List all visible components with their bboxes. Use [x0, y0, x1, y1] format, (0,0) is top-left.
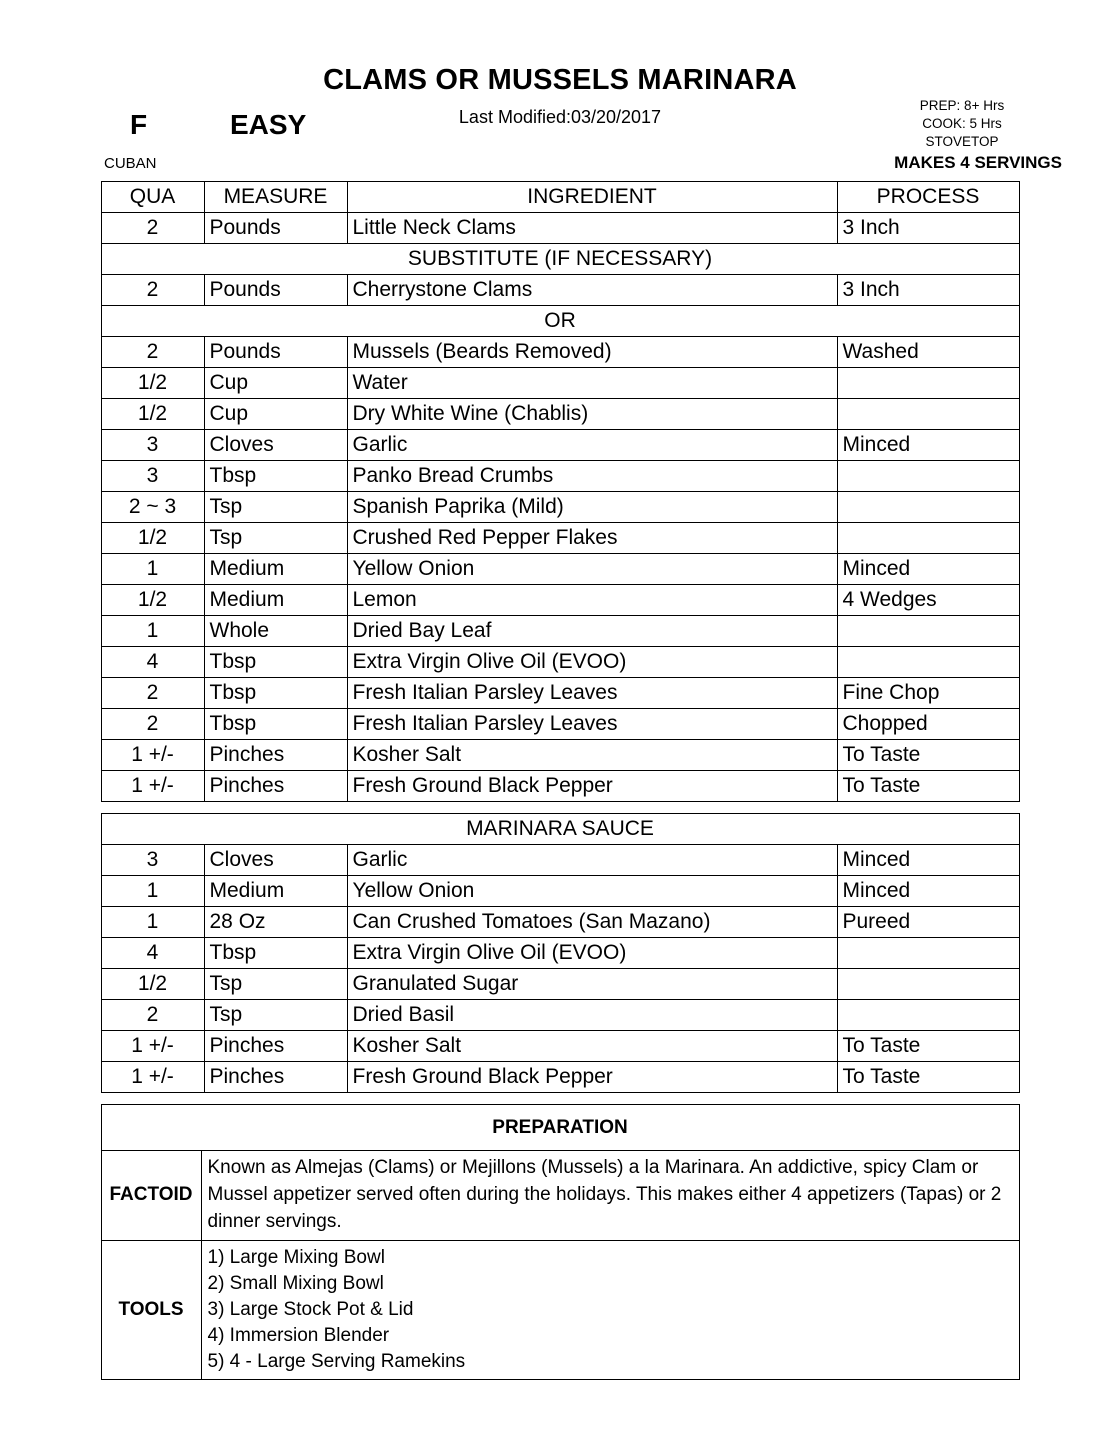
cell-ingredient: Extra Virgin Olive Oil (EVOO)	[347, 647, 837, 678]
column-header-ingredient: INGREDIENT	[347, 182, 837, 213]
cell-measure: Pounds	[204, 337, 347, 368]
cell-measure: Pounds	[204, 275, 347, 306]
cell-process: Minced	[837, 430, 1019, 461]
table-row	[101, 585, 1019, 616]
cell-measure: Cloves	[204, 430, 347, 461]
cell-quantity: 1/2	[101, 368, 204, 399]
cell-quantity: 1 +/-	[101, 740, 204, 771]
ingredients-note-row	[101, 244, 1019, 275]
cell-process	[837, 368, 1019, 399]
cell-ingredient: Water	[347, 368, 837, 399]
cell-quantity: 3	[101, 430, 204, 461]
cell-ingredient: Lemon	[347, 585, 837, 616]
cell-measure: Whole	[204, 616, 347, 647]
cell-process	[837, 1000, 1019, 1031]
tools-label: TOOLS	[101, 1240, 201, 1379]
table-header-row	[101, 182, 1019, 213]
cell-process	[837, 938, 1019, 969]
cell-measure: Tsp	[204, 523, 347, 554]
cell-quantity: 2	[101, 337, 204, 368]
cell-ingredient: Little Neck Clams	[347, 213, 837, 244]
list-item: 2) Small Mixing Bowl	[207, 1272, 384, 1294]
table-row	[101, 771, 1019, 802]
table-row	[101, 740, 1019, 771]
cooking-method: STOVETOP	[925, 134, 999, 149]
cell-quantity: 2	[101, 1000, 204, 1031]
cuisine-label: CUBAN	[104, 155, 157, 172]
cell-quantity: 2 ~ 3	[101, 492, 204, 523]
table-row	[101, 616, 1019, 647]
cell-process	[837, 461, 1019, 492]
cell-measure: Tsp	[204, 969, 347, 1000]
table-row	[101, 647, 1019, 678]
table-row	[101, 938, 1019, 969]
cell-ingredient: Garlic	[347, 845, 837, 876]
table-row	[101, 337, 1019, 368]
note-text: SUBSTITUTE (IF NECESSARY)	[101, 244, 1019, 275]
cell-quantity: 2	[101, 275, 204, 306]
cell-quantity: 2	[101, 709, 204, 740]
subtitle-row	[0, 97, 1120, 159]
cell-process	[837, 492, 1019, 523]
table-row	[101, 368, 1019, 399]
cell-measure: Cup	[204, 368, 347, 399]
preparation-table	[101, 1104, 1020, 1380]
table-row	[101, 430, 1019, 461]
cell-quantity: 1/2	[101, 399, 204, 430]
cell-measure: Tsp	[204, 492, 347, 523]
cell-measure: Tbsp	[204, 709, 347, 740]
cell-measure: 28 Oz	[204, 907, 347, 938]
cell-process: 3 Inch	[837, 275, 1019, 306]
cell-ingredient: Kosher Salt	[347, 1031, 837, 1062]
last-modified: Last Modified:03/20/2017	[458, 107, 662, 127]
marinara-sauce-table	[101, 813, 1020, 1093]
cell-quantity: 2	[101, 678, 204, 709]
table-row	[101, 492, 1019, 523]
cell-measure: Tbsp	[204, 461, 347, 492]
cell-quantity: 1	[101, 907, 204, 938]
cell-quantity: 1	[101, 554, 204, 585]
cell-ingredient: Can Crushed Tomatoes (San Mazano)	[347, 907, 837, 938]
cell-ingredient: Garlic	[347, 430, 837, 461]
table-row	[101, 554, 1019, 585]
cell-process: Fine Chop	[837, 678, 1019, 709]
prep-time: PREP: 8+ Hrs	[919, 98, 1005, 113]
section-title-row	[101, 814, 1019, 845]
cell-process: Pureed	[837, 907, 1019, 938]
cell-quantity: 1 +/-	[101, 771, 204, 802]
cell-measure: Tsp	[204, 1000, 347, 1031]
cell-process: Minced	[837, 554, 1019, 585]
list-item: 5) 4 - Large Serving Ramekins	[207, 1350, 466, 1372]
table-row	[101, 709, 1019, 740]
table-row	[101, 678, 1019, 709]
table-row	[101, 969, 1019, 1000]
cell-measure: Cup	[204, 399, 347, 430]
table-row	[101, 1000, 1019, 1031]
table-row	[101, 1062, 1019, 1093]
cell-ingredient: Crushed Red Pepper Flakes	[347, 523, 837, 554]
ingredients-note-row	[101, 306, 1019, 337]
cell-measure: Pinches	[204, 740, 347, 771]
cell-ingredient: Fresh Italian Parsley Leaves	[347, 678, 837, 709]
cell-ingredient: Kosher Salt	[347, 740, 837, 771]
cell-quantity: 2	[101, 213, 204, 244]
tools-list	[201, 1240, 1019, 1379]
cell-process	[837, 399, 1019, 430]
page-title: CLAMS OR MUSSELS MARINARA	[323, 64, 797, 96]
factoid-label: FACTOID	[101, 1151, 201, 1241]
cell-process	[837, 616, 1019, 647]
cell-ingredient: Granulated Sugar	[347, 969, 837, 1000]
cell-quantity: 3	[101, 461, 204, 492]
cell-measure: Medium	[204, 554, 347, 585]
table-row	[101, 1031, 1019, 1062]
cell-measure: Pinches	[204, 771, 347, 802]
servings-label: MAKES 4 SERVINGS	[894, 153, 1062, 172]
cell-process: Washed	[837, 337, 1019, 368]
cell-quantity: 1 +/-	[101, 1031, 204, 1062]
table-row	[101, 876, 1019, 907]
cell-quantity: 3	[101, 845, 204, 876]
cell-ingredient: Mussels (Beards Removed)	[347, 337, 837, 368]
cell-ingredient: Fresh Italian Parsley Leaves	[347, 709, 837, 740]
cell-process: 4 Wedges	[837, 585, 1019, 616]
table-row	[101, 275, 1019, 306]
difficulty-label: EASY	[230, 109, 307, 140]
table-row	[101, 523, 1019, 554]
cell-process: Minced	[837, 876, 1019, 907]
cell-measure: Pinches	[204, 1031, 347, 1062]
cell-process: 3 Inch	[837, 213, 1019, 244]
cell-measure: Medium	[204, 585, 347, 616]
cell-process: To Taste	[837, 1062, 1019, 1093]
note-text: OR	[101, 306, 1019, 337]
ingredients-table	[101, 181, 1020, 802]
cell-ingredient: Yellow Onion	[347, 554, 837, 585]
cell-ingredient: Dried Basil	[347, 1000, 837, 1031]
preparation-heading-row	[101, 1105, 1019, 1151]
cook-time: COOK: 5 Hrs	[922, 116, 1002, 131]
factoid-text: Known as Almejas (Clams) or Mejillons (Mussels) a la Marinara. An addictive, spicy Clam or Mussel appetizer served often during the holidays. This makes either 4 appetizers (Tapas) or 2 dinner servings.	[201, 1151, 1019, 1241]
cell-quantity: 4	[101, 647, 204, 678]
cell-process	[837, 523, 1019, 554]
table-row	[101, 845, 1019, 876]
cell-measure: Pinches	[204, 1062, 347, 1093]
cell-measure: Medium	[204, 876, 347, 907]
table-row	[101, 461, 1019, 492]
cell-process	[837, 647, 1019, 678]
tools-row	[101, 1240, 1019, 1379]
cell-ingredient: Cherrystone Clams	[347, 275, 837, 306]
column-header-measure: MEASURE	[204, 182, 347, 213]
column-header-process: PROCESS	[837, 182, 1019, 213]
table-row	[101, 399, 1019, 430]
cell-ingredient: Extra Virgin Olive Oil (EVOO)	[347, 938, 837, 969]
timing-block	[862, 97, 1062, 151]
cell-ingredient: Yellow Onion	[347, 876, 837, 907]
factoid-row	[101, 1151, 1019, 1241]
cell-quantity: 1/2	[101, 523, 204, 554]
list-item: 1) Large Mixing Bowl	[207, 1246, 385, 1268]
difficulty-letter: F	[130, 109, 148, 140]
cell-measure: Cloves	[204, 845, 347, 876]
cell-ingredient: Dry White Wine (Chablis)	[347, 399, 837, 430]
cell-process: Minced	[837, 845, 1019, 876]
cell-ingredient: Fresh Ground Black Pepper	[347, 771, 837, 802]
cell-quantity: 1	[101, 876, 204, 907]
table-row	[101, 907, 1019, 938]
cell-quantity: 4	[101, 938, 204, 969]
cell-process: Chopped	[837, 709, 1019, 740]
cell-process	[837, 969, 1019, 1000]
column-header-qua: QUA	[101, 182, 204, 213]
preparation-heading: PREPARATION	[101, 1105, 1019, 1151]
cell-measure: Tbsp	[204, 938, 347, 969]
cell-quantity: 1/2	[101, 969, 204, 1000]
cell-measure: Tbsp	[204, 678, 347, 709]
section-title-marinara-sauce: MARINARA SAUCE	[101, 814, 1019, 845]
cell-measure: Pounds	[204, 213, 347, 244]
cell-process: To Taste	[837, 771, 1019, 802]
cell-quantity: 1	[101, 616, 204, 647]
cell-process: To Taste	[837, 740, 1019, 771]
cell-ingredient: Panko Bread Crumbs	[347, 461, 837, 492]
table-row	[101, 213, 1019, 244]
cell-ingredient: Dried Bay Leaf	[347, 616, 837, 647]
cell-quantity: 1/2	[101, 585, 204, 616]
cell-ingredient: Fresh Ground Black Pepper	[347, 1062, 837, 1093]
cell-quantity: 1 +/-	[101, 1062, 204, 1093]
cell-measure: Tbsp	[204, 647, 347, 678]
list-item: 4) Immersion Blender	[207, 1324, 390, 1346]
cell-process: To Taste	[837, 1031, 1019, 1062]
cuisine-row	[0, 155, 1120, 181]
list-item: 3) Large Stock Pot & Lid	[207, 1298, 414, 1320]
cell-ingredient: Spanish Paprika (Mild)	[347, 492, 837, 523]
